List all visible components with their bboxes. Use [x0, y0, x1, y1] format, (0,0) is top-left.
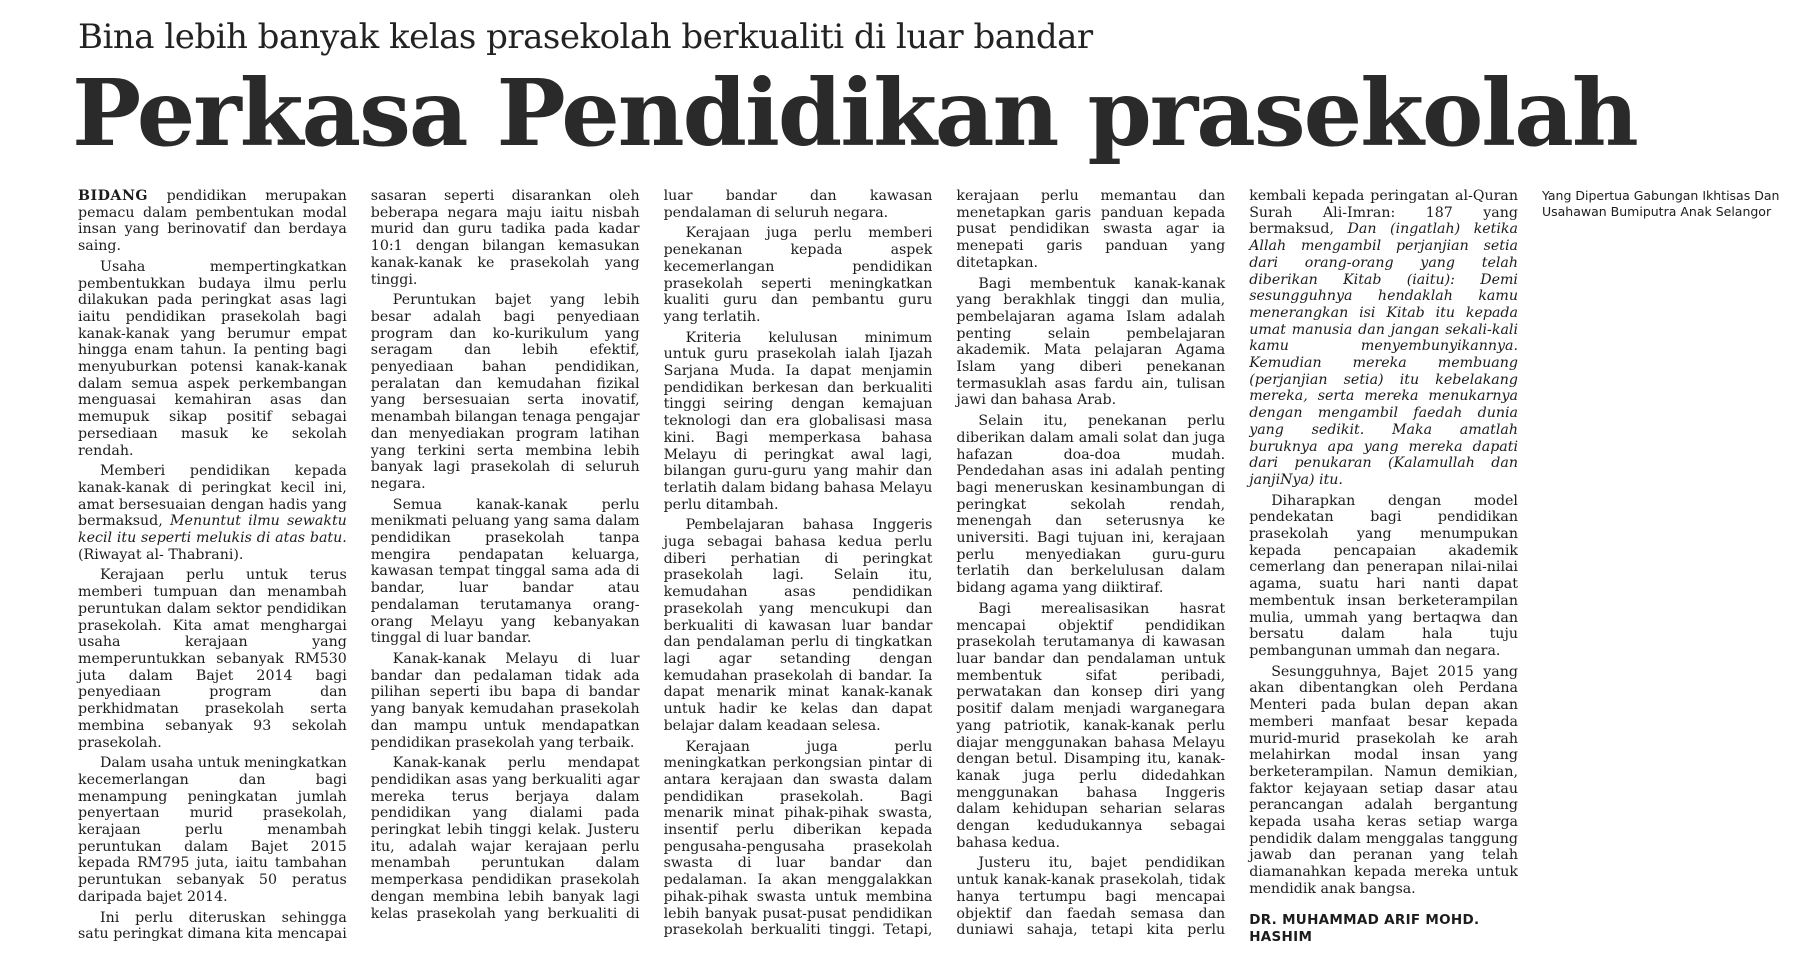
paragraph	[78, 463, 347, 563]
paragraph: Sesungguhnya, Bajet 2015 yang akan dibentangkan oleh Perdana Menteri pada bulan depan akan memberi manfaat besar kepada murid-murid prasekolah ke arah melahirkan modal insan yang berketerampilan. Namun demikian, faktor kejayaan setiap dasar atau perancangan adalah bergantung kepada usaha keras setiap warga pendidik dalam menggalas tanggung jawab dan peranan yang telah diamanahkan kepada mereka untuk mendidik anak bangsa.	[1249, 663, 1518, 897]
paragraph: Peruntukan bajet yang lebih besar adalah bagi penyediaan program dan ko-kurikulum yang seragam dan lebih efektif, penyediaan bahan pendidikan, peralatan dan kemudahan fizikal yang bersesuaian serta inovatif, menambah bilangan tenaga pengajar dan menyediakan program latihan yang terkini serta membina lebih banyak lagi prasekolah di seluruh negara.	[370, 292, 640, 492]
paragraph: Kerajaan juga perlu memberi penekanan kepada aspek kecemerlangan pendidikan prasekolah seperti meningkatkan kualiti guru dan pembantu guru yang terlatih.	[663, 225, 933, 325]
paragraph: Kerajaan perlu untuk terus memberi tumpuan dan menambah peruntukan dalam sektor pendidikan prasekolah. Kita amat menghargai usaha kerajaan yang memperuntukkan sebanyak RM530 juta dalam Bajet 2014 bagi penyediaan program dan perkhidmatan prasekolah serta membina sebanyak 93 sekolah prasekolah.	[78, 567, 347, 751]
lead-word: BIDANG	[78, 188, 149, 204]
paragraph	[78, 188, 347, 255]
quran-quote: Dan (ingatlah) ketika Allah mengambil perjanjian setia dari orang-orang yang telah diberikan Kitab (iaitu): Demi sesungguhnya hendaklah kamu menerangkan isi Kitab itu kepada umat manusia dan jangan sekali-kali kamu menyembunyikannya. Kemudian mereka membuang (perjanjian setia) itu kebelakang mereka, serta mereka menukarnya dengan mengambil faedah dunia yang sedikit. Maka amatlah buruknya apa yang mereka dapati dari penukaran (Kalamullah dan janjiNya) itu.	[1249, 221, 1518, 488]
paragraph: Bagi membentuk kanak-kanak yang berakhlak tinggi dan mulia, pembelajaran agama Islam adalah penting selain pembelajaran akademik. Mata pelajaran Agama Islam yang diberi penekanan termasuklah asas fardu ain, tulisan jawi dan bahasa Arab.	[956, 275, 1226, 409]
paragraph-text: Memberi pendidikan kepada kanak-kanak di peringkat kecil ini, amat bersesuaian dengan hadis yang bermaksud,	[78, 463, 347, 530]
paragraph: Ini perlu diteruskan sehingga satu peringkat dimana kita mencapai sasaran seperti disarankan oleh beberapa negara maju iaitu nisbah murid dan guru tadika pada kadar 10:1 dengan bilangan kemasukan kanak-kanak ke prasekolah yang tinggi.	[78, 188, 640, 943]
paragraph: Kerajaan juga perlu meningkatkan perkongsian pintar di antara kerajaan dan swasta dalam pendidikan prasekolah. Bagi menarik minat pihak-pihak swasta, insentif perlu diberikan kepada pengusaha-pengusaha prasekolah swasta di luar bandar dan pedalaman. Ia akan menggalakkan pihak-pihak swasta untuk membina lebih banyak pusat-pusat pendidikan prasekolah berkualiti tinggi. Tetapi, kerajaan perlu memantau dan menetapkan garis panduan kepada pusat pendidikan swasta agar ia menepati garis panduan yang ditetapkan.	[663, 188, 1226, 939]
article-body	[78, 188, 1780, 953]
article-kicker: Bina lebih banyak kelas prasekolah berkualiti di luar bandar	[78, 17, 1093, 57]
paragraph: Kanak-kanak Melayu di luar bandar dan pedalaman tidak ada pilihan seperti ibu bapa di bandar yang banyak kemudahan prasekolah dan mampu untuk mendapatkan pendidikan prasekolah yang terbaik.	[370, 650, 640, 751]
citation: (Riwayat al- Thabrani).	[78, 546, 244, 563]
paragraph: Kanak-kanak perlu mendapat pendidikan asas yang berkualiti agar mereka terus berjaya dalam pendidikan yang dialami pada peringkat lebih tinggi kelak. Justeru itu, adalah wajar kerajaan perlu menambah peruntukan dalam memperkasa pendidikan prasekolah dengan membina lebih banyak lagi kelas prasekolah yang berkualiti di luar bandar dan kawasan pendalaman di seluruh negara.	[370, 188, 933, 922]
paragraph: Bagi merealisasikan hasrat mencapai objektif pendidikan prasekolah terutamanya di kawasan luar bandar dan pendalaman untuk membentuk sifat peribadi, perwatakan dan konsep diri yang positif dalam menjadi warganegara yang patriotik, kanak-kanak perlu diajar menggunakan bahasa Melayu dengan betul. Disamping itu, kanak-kanak juga perlu didedahkan menggunakan bahasa Inggeris dalam kehidupan seharian selaras dengan kedudukannya sebagai bahasa kedua.	[956, 600, 1226, 851]
author-byline: DR. MUHAMMAD ARIF MOHD. HASHIM	[1249, 911, 1480, 945]
author-role: Yang Dipertua Gabungan Ikhtisas Dan Usahawan Bumiputra Anak Selangor	[1541, 188, 1780, 219]
paragraph: Kriteria kelulusan minimum untuk guru prasekolah ialah Ijazah Sarjana Muda. Ia dapat menjamin pendidikan berkesan dan berkualiti tinggi seiring dengan kemajuan teknologi dan era globalisasi masa kini. Bagi memperkasa bahasa Melayu di peringkat awal lagi, bilangan guru-guru yang mahir dan terlatih dalam bidang bahasa Melayu perlu ditambah.	[663, 329, 933, 513]
paragraph-text: pendidikan merupakan pemacu dalam pembentukan modal insan yang berinovatif dan berdaya saing.	[78, 188, 347, 255]
paragraph-text: Justeru itu, bajet pendidikan untuk kanak-kanak prasekolah, tidak hanya tertumpu bagi mencapai objektif dan faedah semasa dan duniawi sahaja, tetapi kita perlu kembali kepada peringatan al-Quran Surah Ali-Imran: 187 yang bermaksud,	[956, 188, 1518, 939]
paragraph: Pembelajaran bahasa Inggeris juga sebagai bahasa kedua perlu diberi perhatian di peringkat prasekolah lagi. Selain itu, kemudahan asas pendidikan prasekolah yang mencukupi dan berkualiti di kawasan luar bandar dan pendalaman perlu di tingkatkan lagi agar setanding dengan kemudahan prasekolah di bandar. Ia dapat menarik minat kanak-kanak untuk hadir ke kelas dan dapat belajar dalam keadaan selesa.	[663, 517, 933, 734]
hadith-quote: Menuntut ilmu sewaktu kecil itu seperti melukis di atas batu.	[78, 513, 347, 547]
paragraph: Selain itu, penekanan perlu diberikan dalam amali solat dan juga hafazan doa-doa mudah. Pendedahan asas ini adalah penting bagi meneruskan kesinambungan di peringkat sekolah rendah, menengah dan seterusnya ke universiti. Bagi tujuan ini, kerajaan perlu menyediakan guru-guru terlatih dan berkelulusan dalam bidang agama yang diiktiraf.	[956, 413, 1226, 597]
paragraph: Dalam usaha untuk meningkatkan kecemerlangan dan bagi menampung peningkatan jumlah penyertaan murid prasekolah, kerajaan perlu menambah peruntukan dalam Bajet 2015 kepada RM795 juta, iaitu tambahan peruntukan sebanyak 50 peratus daripada bajet 2014.	[78, 755, 347, 905]
paragraph: Usaha mempertingkatkan pembentukkan budaya ilmu perlu dilakukan pada peringkat asas lagi iaitu pendidikan prasekolah bagi kanak-kanak yang berumur empat hingga enam tahun. Ia penting bagi menyuburkan potensi kanak-kanak dalam semua aspek perkembangan menguasai kemahiran asas dan memupuk sikap positif sebagai persediaan masuk ke sekolah rendah.	[78, 258, 347, 459]
paragraph: Diharapkan dengan model pendekatan bagi pendidikan prasekolah yang menumpukan kepada pencapaian akademik cemerlang dan penerapan nilai-nilai agama, suatu hari nanti dapat membentuk insan berketerampilan mulia, ummah yang bertaqwa dan bersatu dalam hala tuju pembangunan ummah dan negara.	[1249, 492, 1518, 659]
article-headline: Perkasa Pendidikan prasekolah	[72, 59, 1637, 167]
paragraph: Semua kanak-kanak perlu menikmati peluang yang sama dalam pendidikan prasekolah tanpa mengira pendapatan keluarga, kawasan tempat tinggal sama ada di bandar, luar bandar atau pendalaman terutamanya orang-orang Melayu yang kebanyakan tinggal di luar bandar.	[370, 496, 640, 647]
